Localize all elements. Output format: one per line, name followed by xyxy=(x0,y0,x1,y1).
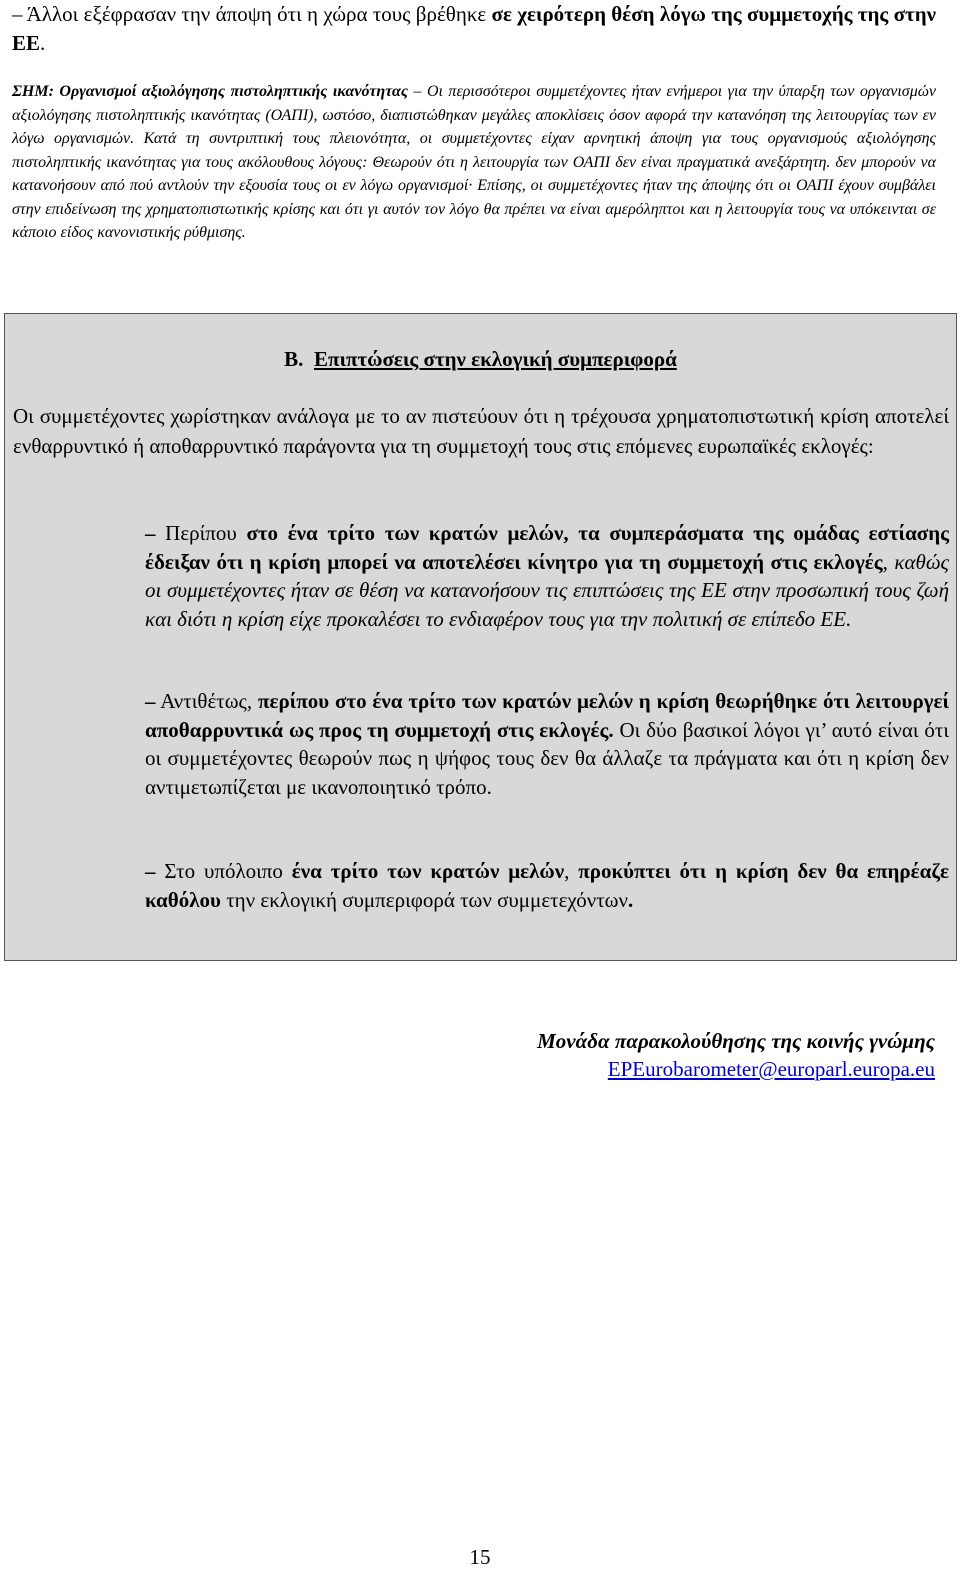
bullet-sep: , xyxy=(564,859,579,883)
bullet-end: . xyxy=(628,887,634,912)
note-label: ΣΗΜ: Οργανισμοί αξιολόγησης πιστοληπτικής ικανότητας xyxy=(12,83,408,100)
page-number: 15 xyxy=(469,1545,491,1569)
bullet-item xyxy=(145,687,949,801)
bullet-bold: στο ένα τρίτο των κρατών μελών, τα συμπεράσματα της ομάδας εστίασης έδειξαν ότι η κρίση μπορεί να αποτελέσει κίνητρο για τη συμμετοχή στις εκλογές xyxy=(145,521,949,574)
bullet-tail: την εκλογική συμπεριφορά των συμμετεχόντων xyxy=(220,887,629,912)
section-box xyxy=(4,313,957,961)
bullet-dash: – xyxy=(145,689,156,713)
bullet-bold: περίπου στο ένα τρίτο των κρατών μελών η κρίση θεωρήθηκε ότι λειτουργεί αποθαρρυντικά ως προς τη συμμετοχή στις εκλογές. xyxy=(145,689,949,742)
section-title: Επιπτώσεις στην εκλογική συμπεριφορά xyxy=(313,347,677,371)
note-paragraph xyxy=(12,80,936,245)
bullet-dash: – xyxy=(145,859,156,883)
bullet-item xyxy=(145,519,949,633)
signature-block xyxy=(537,1027,935,1083)
bullet-tail: Οι δύο βασικοί λόγοι γι’ αυτό είναι ότι οι συμμετέχοντες θεωρούν πως η ψήφος τους δεν θα άλλαζε τα πράγματα και ότι η κρίση δεν αντιμετωπίζεται με ικανοποιητικό τρόπο. xyxy=(145,717,949,799)
paragraph-end: . xyxy=(40,31,46,55)
note-text: – Οι περισσότεροι συμμετέχοντες ήταν ενήμεροι για την ύπαρξη των οργανισμών αξιολόγησης πιστοληπτικής ικανότητας (ΟΑΠΙ), ωστόσο, διαπιστώθηκαν μεγάλες αποκλίσεις όσον αφορά την κατανόηση της λειτουργίας των εν λόγω οργανισμών. Κατά τη συντριπτική τους πλειονότητα, οι συμμετέχοντες είχαν αρνητική άποψη για τους οργανισμούς αξιολόγησης πιστοληπτικής ικανότητας για τους ακόλουθους λόγους: Θεωρούν ότι η λειτουργία των ΟΑΠΙ δεν είναι πραγματικά ανεξάρτητη. δεν μπορούν να κατανοήσουν από πού αντλούν την εξουσία τους οι εν λόγω οργανισμοί· Επίσης, οι συμμετέχοντες ήταν της άποψης ότι οι ΟΑΠΙ έχουν συμβάλει στην επιδείνωση της χρηματοπιστωτικής κρίσης και ότι γι αυτόν τον λόγο θα πρέπει να είναι αμερόληπτοι και η λειτουργία τους να υπόκεινται σε κάποιο είδος κανονιστικής ρύθμισης. xyxy=(12,83,936,241)
bullet-lead: Στο υπόλοιπο xyxy=(155,859,292,883)
paragraph-bold: σε χειρότερη θέση λόγω της συμμετοχής της στην ΕΕ xyxy=(12,2,936,55)
bullet-sep: , xyxy=(882,549,895,574)
section-intro: Οι συμμετέχοντες χωρίστηκαν ανάλογα με το αν πιστεύουν ότι η τρέχουσα χρηματοπιστωτική κρίση αποτελεί ενθαρρυντικό ή αποθαρρυντικό παράγοντα για τη συμμετοχή τους στις επόμενες ευρωπαϊκές εκλογές: xyxy=(13,404,949,458)
bullet-italic: καθώς οι συμμετέχοντες ήταν σε θέση να κατανοήσουν τις επιπτώσεις της ΕΕ στην προσωπική τους ζωή και διότι η κρίση είχε προκαλέσει το ενδιαφέρον τους για την πολιτική σε επίπεδο ΕΕ. xyxy=(145,549,949,631)
section-number: Β. xyxy=(284,347,304,371)
bullet-lead: Αντιθέτως, xyxy=(155,689,258,713)
signature-unit: Μονάδα παρακολούθησης της κοινής γνώμης xyxy=(537,1029,935,1053)
bullet-bold-2: προκύπτει ότι η κρίση δεν θα επηρέαζε καθόλου xyxy=(145,859,950,912)
bullet-lead: Περίπου xyxy=(155,521,247,545)
bullet-bold: ένα τρίτο των κρατών μελών xyxy=(291,859,565,883)
section-heading xyxy=(5,347,956,372)
closing-paragraph xyxy=(12,0,936,58)
bullet-item xyxy=(145,857,949,914)
paragraph-text: – Άλλοι εξέφρασαν την άποψη ότι η χώρα τους βρέθηκε xyxy=(12,2,492,26)
email-link[interactable]: EPEurobarometer@europarl.europa.eu xyxy=(607,1057,935,1081)
bullet-dash: – xyxy=(145,521,156,545)
